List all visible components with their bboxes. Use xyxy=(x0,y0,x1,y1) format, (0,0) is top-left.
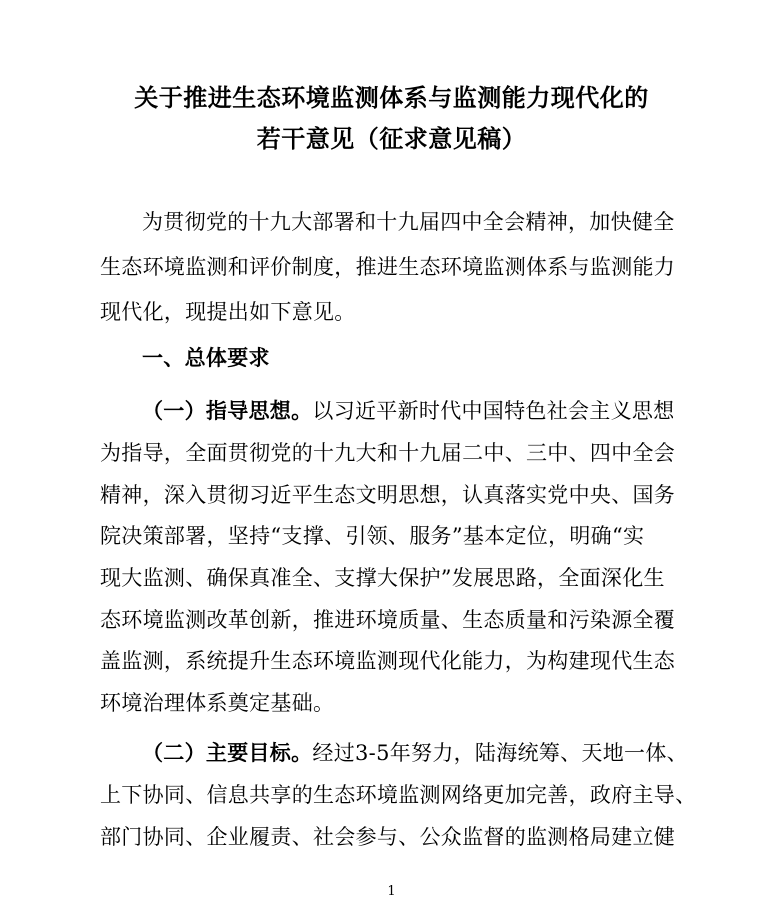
para1-line-2: 为指导，全面贯彻党的十九大和十九届二中、三中、四中全会 xyxy=(100,441,676,465)
para1-line-8: 环境治理体系奠定基础。 xyxy=(100,691,335,715)
para1-line-4: 院决策部署，坚持“支撑、引领、服务”基本定位，明确“实 xyxy=(100,524,645,548)
page-number: 1 xyxy=(387,884,396,899)
para1-line-3: 精神，深入贯彻习近平生态文明思想，认真落实党中央、国务 xyxy=(100,483,676,507)
intro-line-2: 生态环境监测和评价制度，推进生态环境监测体系与监测能力 xyxy=(100,255,676,279)
document-title-line-2: 若干意见（征求意见稿） xyxy=(256,125,527,153)
para1-line-1 xyxy=(142,396,675,426)
para1-line-6: 态环境监测改革创新，推进环境质量、生态质量和污染源全覆 xyxy=(100,608,676,632)
para2-lead: （二）主要目标。 xyxy=(142,741,313,765)
para1-lead: （一）指导思想。 xyxy=(142,399,313,423)
para2-line-3: 部门协同、企业履责、社会参与、公众监督的监测格局建立健 xyxy=(100,825,676,849)
intro-line-3: 现代化，现提出如下意见。 xyxy=(100,300,356,324)
document-title-line-1: 关于推进生态环境监测体系与监测能力现代化的 xyxy=(134,84,649,112)
intro-line-1: 为贯彻党的十九大部署和十九届四中全会精神，加快健全 xyxy=(142,210,675,234)
section-heading-1: 一、总体要求 xyxy=(142,346,270,370)
para1-first-line-rest: 以习近平新时代中国特色社会主义思想 xyxy=(312,399,675,423)
para2-first-line-rest: 经过3-5年努力，陆海统筹、天地一体、 xyxy=(312,741,688,765)
para2-line-1 xyxy=(142,738,688,768)
para2-line-2: 上下协同、信息共享的生态环境监测网络更加完善，政府主导、 xyxy=(100,783,697,807)
para1-line-7: 盖监测，系统提升生态环境监测现代化能力，为构建现代生态 xyxy=(100,649,676,673)
para1-line-5: 现大监测、确保真准全、支撑大保护”发展思路，全面深化生 xyxy=(100,566,665,590)
